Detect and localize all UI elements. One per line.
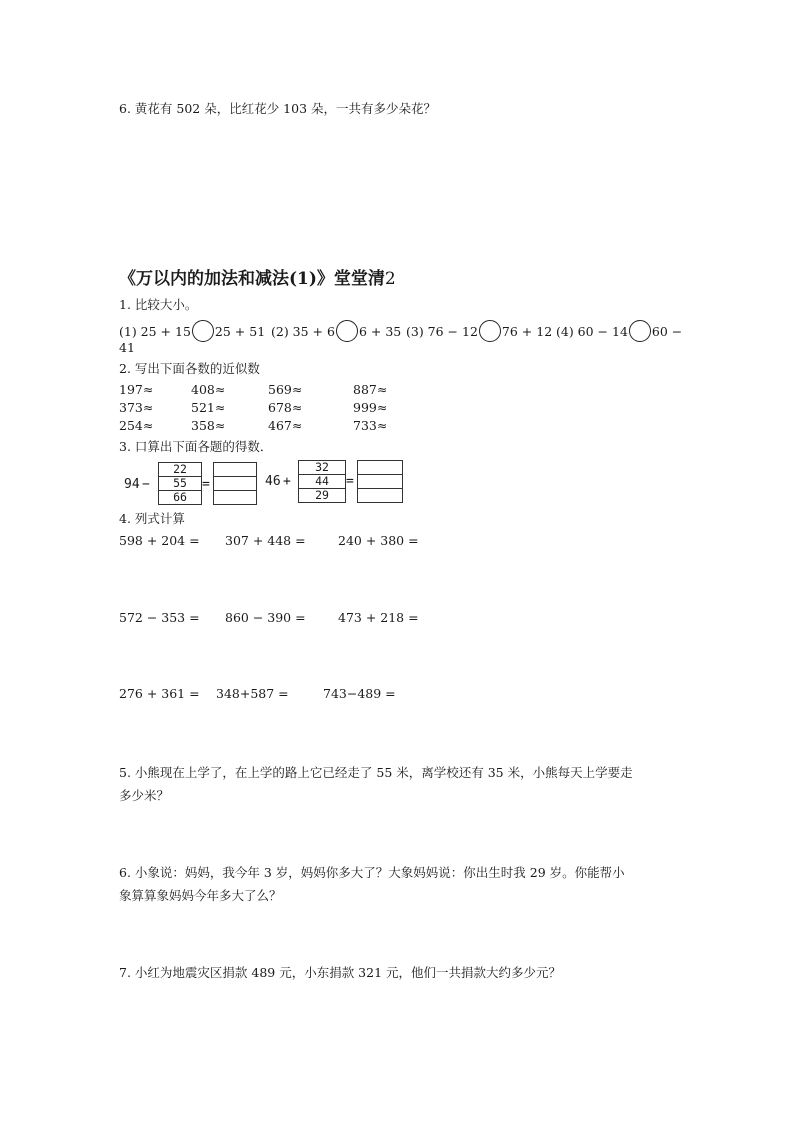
question-6-top: 6. 黄花有 502 朵，比红花少 103 朵，一共有多少朵花？ [119,101,437,116]
question-6-line-1: 6. 小象说：妈妈，我今年 3 岁，妈妈你多大了？大象妈妈说：你出生时我 29 岁。你能帮小 [119,865,625,880]
compare-left: (4) 60 − 14 [556,324,628,339]
compare-item-2 [271,320,401,342]
approx-cell: 197≈ [119,382,154,397]
answer-box[interactable] [214,463,256,477]
question-6-line-2: 象算算象妈妈今年多大了么？ [119,888,282,903]
calc-item: 307 + 448 = [225,533,306,548]
mental-b-start: 46 [265,474,281,489]
compare-wrap-text: 41 [119,340,135,355]
question-5-line-2: 多少米？ [119,788,170,803]
calc-item: 598 + 204 = [119,533,200,548]
compare-right: 76 + 12 [501,324,553,339]
answer-box[interactable] [214,477,256,491]
compare-left: (2) 35 + 6 [271,324,335,339]
answer-box[interactable] [358,475,402,489]
mental-b-answers[interactable] [357,460,403,503]
approx-cell: 999≈ [353,400,388,415]
question-5-line-1: 5. 小熊现在上学了，在上学的路上它已经走了 55 米，离学校还有 35 米，小熊每天上学要走 [119,765,633,780]
stack-number: 44 [299,475,345,489]
stack-number: 32 [299,461,345,475]
worksheet-title [119,264,396,289]
calc-item: 276 + 361 = [119,686,200,701]
calc-item: 473 + 218 = [338,610,419,625]
answer-box[interactable] [358,489,402,502]
compare-left: (3) 76 − 12 [406,324,478,339]
compare-item-1 [119,320,265,342]
mental-a-op: − [142,477,150,492]
approx-cell: 887≈ [353,382,388,397]
approx-cell: 408≈ [191,382,226,397]
stack-number: 66 [173,490,187,504]
compare-item-4 [556,320,682,342]
stack-number: 22 [159,463,201,477]
calc-item: 572 − 353 = [119,610,200,625]
approx-cell: 569≈ [268,382,303,397]
calc-item: 348+587 = [216,686,289,701]
mental-a-start: 94 [124,477,140,492]
compare-right: 60 − [651,324,683,339]
section-4-label: 4. 列式计算 [119,511,185,526]
compare-circle[interactable] [192,320,214,342]
mental-a-numbers [158,462,202,505]
section-2-label: 2. 写出下面各数的近似数 [119,361,260,376]
compare-circle[interactable] [629,320,651,342]
approx-cell: 521≈ [191,400,226,415]
approx-cell: 467≈ [268,418,303,433]
approx-cell: 254≈ [119,418,154,433]
compare-left: (1) 25 + 15 [119,324,191,339]
stack-number: 29 [315,488,329,502]
stack-number: 55 [159,477,201,491]
calc-item: 860 − 390 = [225,610,306,625]
title-number: 2 [384,269,396,289]
mental-b-eq: = [346,474,354,489]
approx-cell: 733≈ [353,418,388,433]
mental-a-answers[interactable] [213,462,257,505]
section-3-label: 3. 口算出下面各题的得数． [119,439,273,454]
mental-b-op: + [283,474,291,489]
approx-cell: 678≈ [268,400,303,415]
compare-right: 6 + 35 [358,324,402,339]
mental-b-numbers [298,460,346,503]
answer-box[interactable] [214,491,256,504]
compare-right: 25 + 51 [214,324,266,339]
approx-cell: 358≈ [191,418,226,433]
compare-circle[interactable] [336,320,358,342]
mental-a-eq: = [202,477,210,492]
answer-box[interactable] [358,461,402,475]
section-1-label: 1. 比较大小。 [119,297,198,312]
compare-circle[interactable] [479,320,501,342]
calc-item: 240 + 380 = [338,533,419,548]
title-main: 《万以内的加法和减法(1)》堂堂清 [119,269,385,289]
calc-item: 743−489 = [323,686,396,701]
approx-cell: 373≈ [119,400,154,415]
compare-item-3 [406,320,552,342]
question-7: 7. 小红为地震灾区捐款 489 元，小东捐款 321 元，他们一共捐款大约多少元？ [119,965,562,980]
